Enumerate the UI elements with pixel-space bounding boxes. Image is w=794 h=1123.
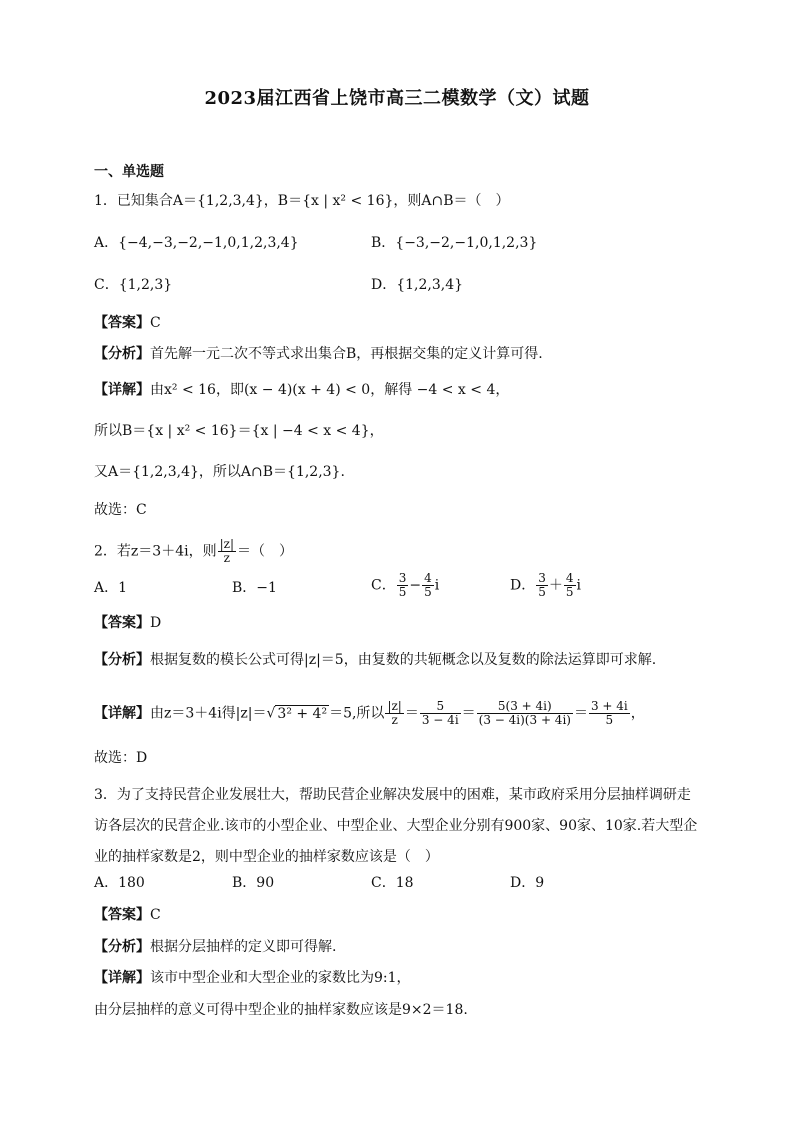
fraction — [564, 572, 576, 599]
fraction — [397, 572, 409, 599]
section-heading: 一、单选题 — [94, 164, 164, 180]
detail-text: 由x² < 16，即(x − 4)(x + 4) < 0，解得 −4 < x < 4， — [150, 382, 510, 398]
fraction — [589, 700, 630, 727]
option-label: D． — [510, 577, 536, 594]
fraction-numerator: 5 — [420, 700, 461, 714]
analysis-text: 首先解一元二次不等式求出集合B，再根据交集的定义计算可得. — [150, 346, 543, 362]
page-title: 2023届江西省上饶市高三二模数学（文）试题 — [204, 88, 590, 109]
q3-option-d[interactable]: D．9 — [510, 875, 545, 891]
q3-answer — [94, 905, 161, 925]
operator: ＋ — [548, 577, 563, 594]
q3-option-b[interactable]: B．90 — [232, 875, 275, 891]
fraction-numerator: 3 — [398, 571, 407, 585]
detail-text: 由z＝3＋4i得|z|＝ — [150, 705, 267, 722]
fraction-numerator: 3 + 4i — [590, 699, 628, 713]
q1-choice: 故选：C — [94, 502, 147, 518]
fraction-denominator: 3 − 4i — [421, 713, 459, 727]
q2-choice: 故选：D — [94, 750, 148, 766]
fraction-denominator: 5 — [565, 585, 574, 599]
q1-detail-line-2: 所以B＝{x | x² < 16}＝{x | −4 < x < 4}， — [94, 423, 384, 439]
analysis-text: 根据分层抽样的定义即可得解. — [150, 939, 337, 955]
analysis-tag: 【分析】 — [94, 346, 150, 362]
operator: − — [409, 577, 422, 594]
detail-tag: 【详解】 — [94, 705, 150, 722]
fraction-numerator: 5(3 + 4i) — [477, 700, 573, 714]
fraction-denominator: (3 − 4i)(3 + 4i) — [478, 713, 571, 727]
q3-option-a[interactable]: A．180 — [94, 875, 145, 891]
q2-stem — [94, 538, 293, 565]
answer-value: D — [150, 615, 162, 631]
answer-tag: 【答案】 — [94, 615, 150, 631]
fraction-numerator: |z| — [387, 699, 402, 713]
q1-detail — [94, 380, 509, 400]
fraction — [420, 700, 461, 727]
detail-end: ， — [630, 705, 645, 722]
q1-option-c[interactable]: C．{1,2,3} — [94, 277, 173, 293]
analysis-tag: 【分析】 — [94, 652, 150, 668]
fraction-numerator: 3 — [538, 571, 546, 585]
imag-unit: i — [576, 577, 581, 594]
answer-tag: 【答案】 — [94, 315, 150, 331]
answer-value: C — [150, 315, 161, 331]
fraction-denominator: z — [223, 551, 230, 565]
answer-tag: 【答案】 — [94, 907, 150, 923]
q1-option-d[interactable]: D．{1,2,3,4} — [371, 277, 464, 293]
fraction-denominator: 5 — [538, 585, 546, 599]
fraction-denominator: z — [391, 713, 398, 727]
detail-tag: 【详解】 — [94, 382, 150, 398]
q1-option-a[interactable]: A．{−4,−3,−2,−1,0,1,2,3,4} — [94, 235, 299, 251]
q1-detail-line-3: 又A＝{1,2,3,4}，所以A∩B＝{1,2,3}. — [94, 464, 345, 480]
sqrt-radicand: 3² + 4² — [277, 705, 328, 722]
analysis-tag: 【分析】 — [94, 939, 150, 955]
q2-stem-end: ＝（ ） — [237, 543, 293, 560]
analysis-text: 根据复数的模长公式可得|z|＝5，由复数的共轭概念以及复数的除法运算即可求解. — [150, 652, 657, 668]
q3-stem: 3．为了支持民营企业发展壮大，帮助民营企业解决发展中的困难，某市政府采用分层抽样调研走访各层次的民营企业.该市的小型企业、中型企业、大型企业分别有900家、90家、10家.若大型企业的抽样家数是2，则中型企业的抽样家数应该是（ ） — [94, 787, 698, 865]
sqrt-sign: √ — [266, 705, 276, 722]
q2-option-b[interactable]: B．−1 — [232, 580, 277, 596]
q3-option-c[interactable]: C．18 — [371, 875, 414, 891]
q2-option-a[interactable]: A．1 — [94, 580, 128, 596]
q3-detail-line-2: 由分层抽样的意义可得中型企业的抽样家数应该是9×2＝18. — [94, 1002, 468, 1018]
q2-option-c[interactable] — [371, 572, 439, 599]
detail-tag: 【详解】 — [94, 970, 150, 986]
q1-answer — [94, 313, 161, 333]
q2-analysis — [94, 650, 656, 670]
imag-unit: i — [434, 577, 440, 594]
q2-answer — [94, 613, 161, 633]
fraction — [536, 572, 548, 599]
fraction-numerator: 4 — [424, 571, 432, 585]
fraction — [422, 572, 434, 599]
fraction-denominator: 5 — [398, 585, 407, 599]
q2-option-d[interactable] — [510, 572, 581, 599]
q2-stem-fraction — [218, 538, 236, 565]
fraction-numerator: |z| — [219, 537, 234, 551]
q3-analysis — [94, 937, 336, 957]
detail-text: 该市中型企业和大型企业的家数比为9:1， — [150, 970, 411, 986]
q1-stem: 1．已知集合A＝{1,2,3,4}，B＝{x | x² < 16}，则A∩B＝（ ） — [94, 193, 510, 209]
answer-value: C — [150, 907, 161, 923]
q1-analysis — [94, 344, 543, 364]
option-label: C． — [371, 577, 396, 594]
fraction-denominator: 5 — [424, 585, 432, 599]
q3-detail — [94, 968, 411, 988]
detail-text: ＝5,所以 — [329, 705, 385, 722]
q2-detail: 【详解】由z＝3＋4i得|z|＝√ 3² + 4² ＝5,所以 $\frac{|z|}{z}$ ＝ $\frac{5}{3 - 4i}$ ＝ $\frac{5(3 + 4i)}{(3 - 4i)(3 + 4i)}$ ＝ $\frac{3 + 4i}{5}$ ， — [94, 699, 645, 727]
fraction — [477, 700, 573, 727]
q2-stem-text: 2．若z＝3＋4i，则 — [94, 543, 217, 560]
fraction-denominator: 5 — [605, 713, 614, 727]
fraction — [385, 700, 403, 727]
fraction-numerator: 4 — [565, 571, 574, 585]
q1-option-b[interactable]: B．{−3,−2,−1,0,1,2,3} — [371, 235, 538, 251]
